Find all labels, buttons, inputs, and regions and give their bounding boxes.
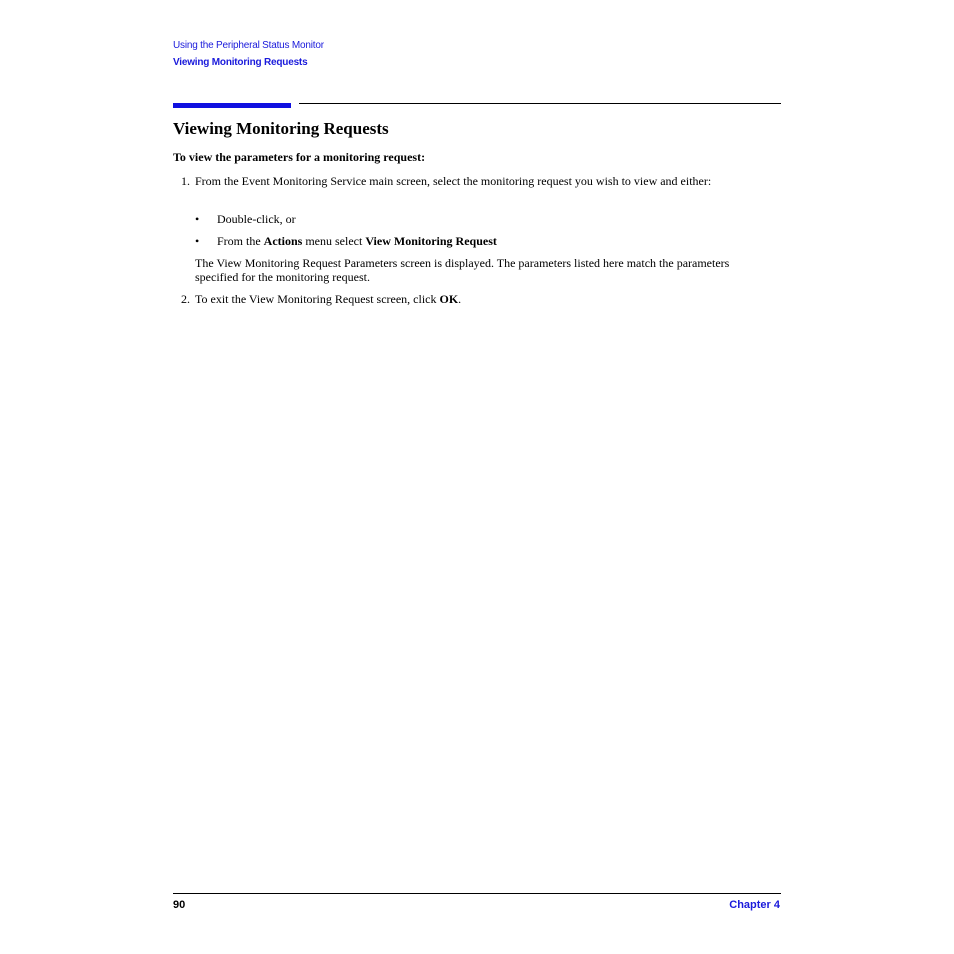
bullet-text-middle: menu select (302, 234, 366, 248)
step-2-number: 2. (181, 292, 190, 306)
section-accent-bar (173, 103, 291, 108)
step-2-text-suffix: . (458, 292, 462, 306)
page-title: Viewing Monitoring Requests (173, 119, 389, 138)
breadcrumb (173, 37, 324, 71)
breadcrumb-current[interactable]: Viewing Monitoring Requests (173, 57, 308, 68)
page-number: 90 (173, 899, 186, 911)
footer-divider (173, 893, 781, 894)
step-2-text-prefix: To exit the View Monitoring Request screen, click (195, 292, 440, 306)
bullet-marker: • (195, 212, 200, 226)
procedure-intro: To view the parameters for a monitoring request: (173, 150, 426, 164)
view-monitoring-request-command: View Monitoring Request (365, 234, 497, 248)
bullet-text (217, 234, 497, 248)
step-1-result-note: The View Monitoring Request Parameters screen is displayed. The parameters listed here match the parameters specified for the monitoring request. (195, 256, 730, 284)
step-1-text: From the Event Monitoring Service main screen, select the monitoring request you wish to view and either: (195, 174, 712, 188)
step-2-text (195, 292, 770, 306)
bullet-text-prefix: From the (217, 234, 264, 248)
step-1-number: 1. (181, 174, 190, 188)
bullet-marker: • (195, 234, 200, 248)
section-divider (299, 103, 781, 104)
bullet-text: Double-click, or (217, 212, 296, 226)
chapter-link[interactable]: Chapter 4 (729, 899, 780, 911)
breadcrumb-section[interactable]: Using the Peripheral Status Monitor (173, 40, 324, 51)
ok-button-name: OK (439, 292, 459, 306)
actions-menu-name: Actions (263, 234, 303, 248)
